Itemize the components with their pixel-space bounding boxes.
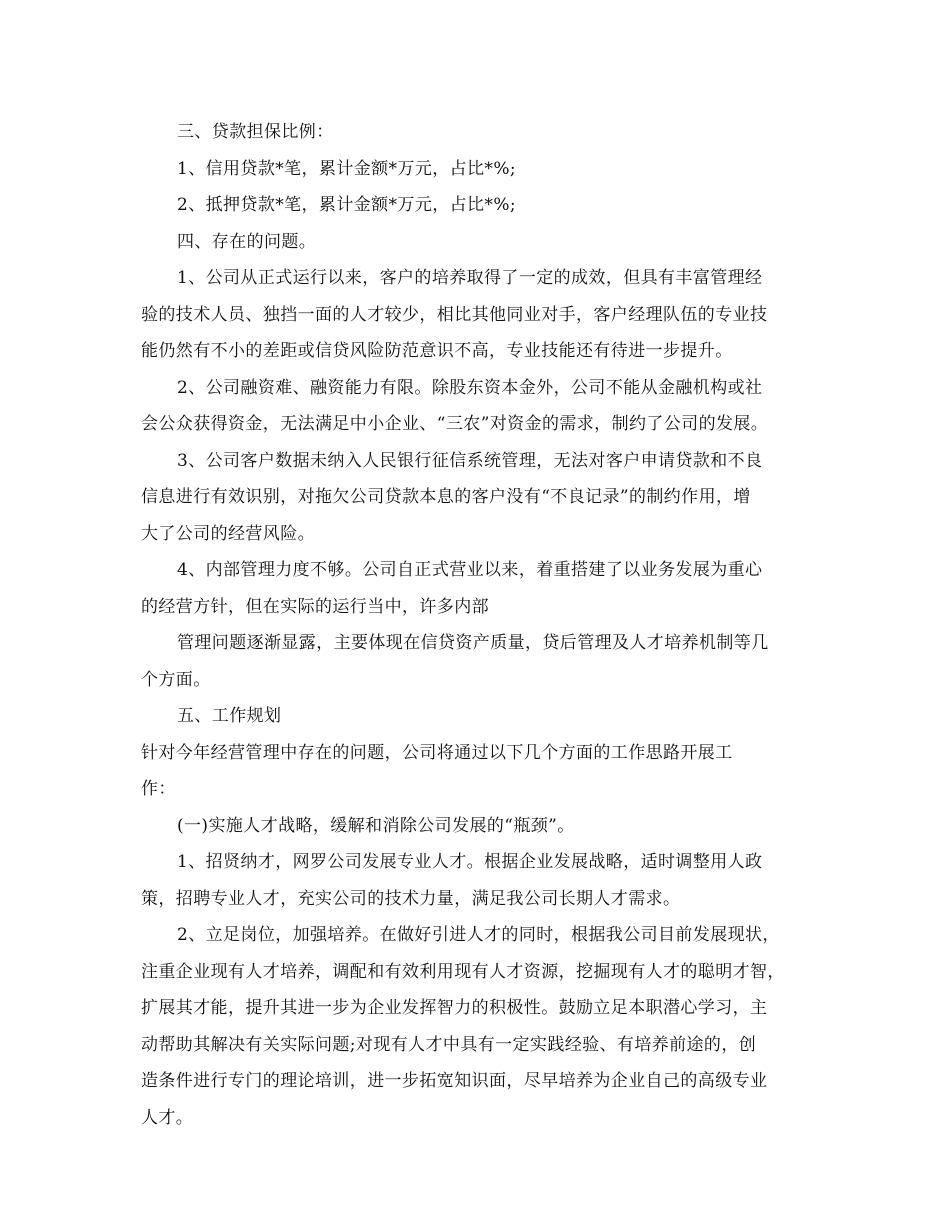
paragraph-line: 人才。 xyxy=(141,1108,194,1128)
paragraph-line: 针对今年经营管理中存在的问题，公司将通过以下几个方面的工作思路开展工 xyxy=(141,743,733,763)
paragraph-line: 动帮助其解决有关实际问题;对现有人才中具有一定实践经验、有培养前途的，创 xyxy=(141,1035,757,1055)
paragraph-line: 信息进行有效识别，对拖欠公司贷款本息的客户没有“不良记录”的制约作用，增 xyxy=(141,487,751,507)
paragraph-line: 注重企业现有人才培养，调配和有效利用现有人才资源，挖掘现有人才的聪明才智， xyxy=(141,962,785,982)
heading-existing-problems: 四、存在的问题。 xyxy=(177,232,317,252)
paragraph-line: 4、内部管理力度不够。公司自正式营业以来，着重搭建了以业务发展为重心 xyxy=(177,560,763,580)
paragraph-line: 个方面。 xyxy=(141,670,211,690)
paragraph-line: 的经营方针，但在实际的运行当中，许多内部 xyxy=(141,597,489,617)
paragraph-line: 作： xyxy=(141,779,176,799)
paragraph-line: 会公众获得资金，无法满足中小企业、“三农”对资金的需求，制约了公司的发展。 xyxy=(141,414,769,434)
heading-loan-guarantee-ratio: 三、贷款担保比例： xyxy=(177,122,334,142)
paragraph-line: 大了公司的经营风险。 xyxy=(141,524,315,544)
paragraph-mortgage-loans: 2、抵押贷款*笔，累计金额*万元，占比*%; xyxy=(177,195,516,215)
paragraph-line: 策，招聘专业人才，充实公司的技术力量，满足我公司长期人才需求。 xyxy=(141,889,681,909)
paragraph-line: 2、立足岗位，加强培养。在做好引进人才的同时，根据我公司目前发展现状， xyxy=(177,925,780,945)
paragraph-line: 1、招贤纳才，网罗公司发展专业人才。根据企业发展战略，适时调整用人政 xyxy=(177,852,763,872)
heading-work-plan: 五、工作规划 xyxy=(177,706,282,726)
subheading-talent-strategy: (一)实施人才战略，缓解和消除公司发展的“瓶颈”。 xyxy=(177,816,575,836)
paragraph-line: 1、公司从正式运行以来，客户的培养取得了一定的成效，但具有丰富管理经 xyxy=(177,268,763,288)
paragraph-credit-loans: 1、信用贷款*笔，累计金额*万元，占比*%; xyxy=(177,159,516,179)
paragraph-line: 扩展其才能，提升其进一步为企业发挥智力的积极性。鼓励立足本职潜心学习，主 xyxy=(141,998,768,1018)
paragraph-line: 验的技术人员、独挡一面的人才较少，相比其他同业对手，客户经理队伍的专业技 xyxy=(141,305,768,325)
paragraph-line: 3、公司客户数据未纳入人民银行征信系统管理，无法对客户申请贷款和不良 xyxy=(177,451,763,471)
paragraph-line: 2、公司融资难、融资能力有限。除股东资本金外，公司不能从金融机构或社 xyxy=(177,378,763,398)
paragraph-line: 能仍然有不小的差距或信贷风险防范意识不高，专业技能还有待进一步提升。 xyxy=(141,341,733,361)
paragraph-line: 造条件进行专门的理论培训，进一步拓宽知识面，尽早培养为企业自己的高级专业 xyxy=(141,1071,768,1091)
paragraph-line: 管理问题逐渐显露，主要体现在信贷资产质量，贷后管理及人才培养机制等几 xyxy=(177,633,769,653)
